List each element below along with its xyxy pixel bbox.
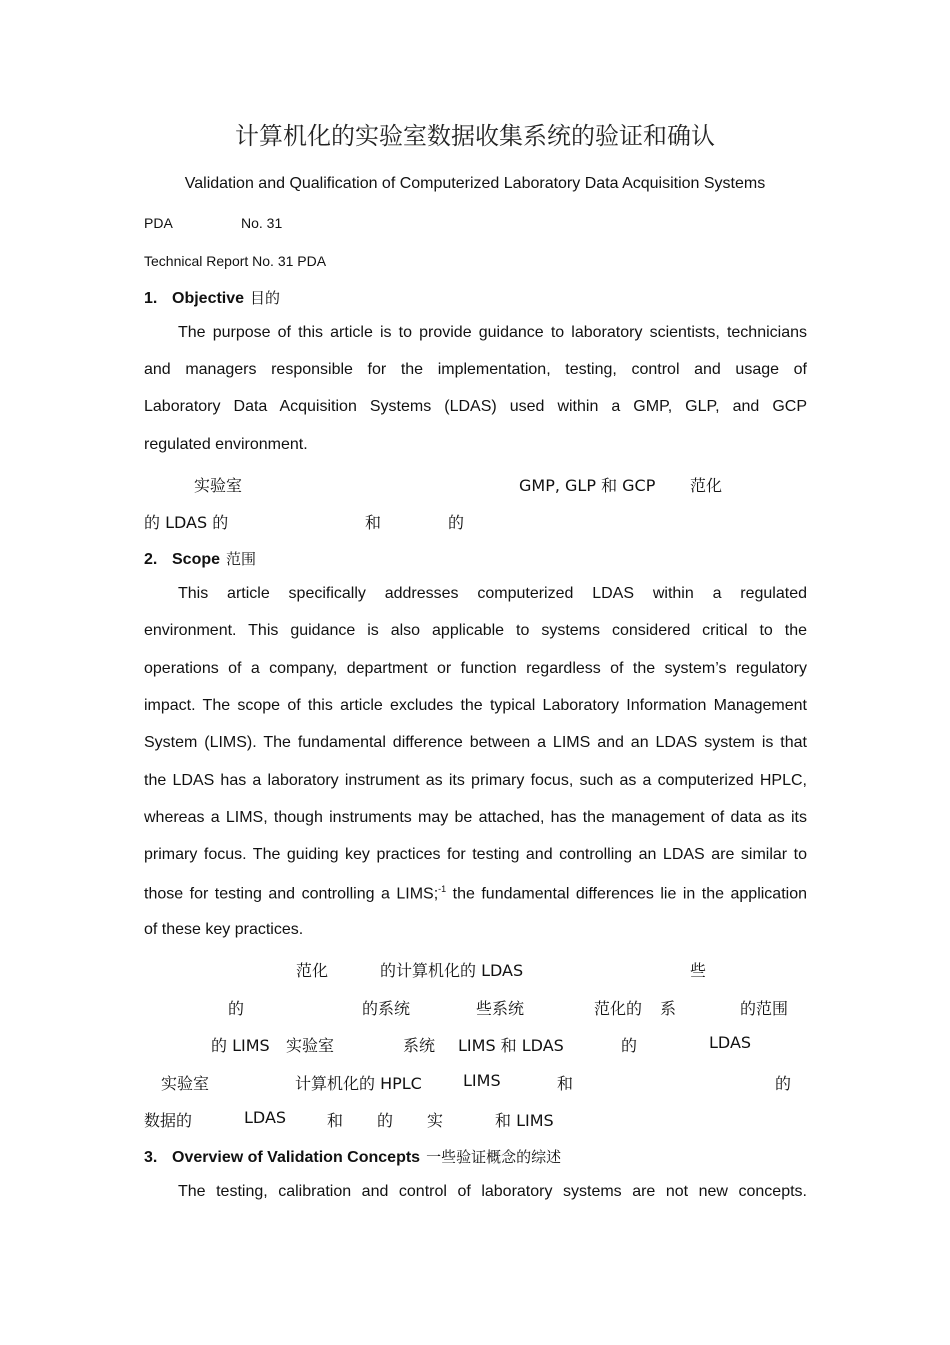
paragraph-line: Laboratory Data Acquisition Systems (LDAS) used within a GMP, GLP, and GCP xyxy=(144,398,807,415)
paragraph-text: those for testing and controlling a LIMS; xyxy=(144,885,439,903)
paragraph-text: the fundamental differences lie in the application xyxy=(446,885,807,903)
paragraph-line: regulated environment. xyxy=(144,436,308,453)
cn-fragment: 和 LIMS xyxy=(495,1111,554,1130)
paragraph-line: and managers responsible for the implementation, testing, control and usage of xyxy=(144,361,807,378)
cn-fragment: LIMS xyxy=(463,1071,501,1090)
paragraph-line: impact. The scope of this article excludes the typical Laboratory Information Management xyxy=(144,697,807,714)
cn-fragment: 的 LIMS xyxy=(211,1036,270,1055)
cn-fragment: 的 xyxy=(228,999,245,1018)
cn-fragment: LIMS 和 LDAS xyxy=(458,1036,564,1055)
paragraph-line: the LDAS has a laboratory instrument as its primary focus, such as a computerized HPLC, xyxy=(144,772,807,789)
cn-fragment: GMP, GLP 和 GCP xyxy=(519,476,656,495)
section-title-cn: 一些验证概念的综述 xyxy=(426,1148,562,1166)
cn-fragment: 数据的 xyxy=(144,1111,193,1130)
document-subtitle: Validation and Qualification of Computerized Laboratory Data Acquisition Systems xyxy=(184,175,766,192)
cn-fragment: 和 xyxy=(557,1074,574,1093)
section-heading-overview xyxy=(144,1146,561,1167)
paragraph-line: whereas a LIMS, though instruments may be attached, has the management of data as its xyxy=(144,809,807,826)
cn-fragment: 和 xyxy=(365,513,382,532)
cn-fragment: 实验室 xyxy=(161,1074,210,1093)
paragraph-line: This article specifically addresses computerized LDAS within a regulated xyxy=(178,585,807,602)
paragraph-line: of these key practices. xyxy=(144,921,304,938)
paragraph-line: operations of a company, department or function regardless of the system’s regulatory xyxy=(144,660,807,677)
paragraph-line xyxy=(144,884,807,903)
section-heading-scope xyxy=(144,548,256,569)
section-title-cn: 目的 xyxy=(250,289,281,307)
section-title: Scope xyxy=(172,551,221,568)
cn-fragment: 范化 xyxy=(690,476,723,495)
cn-fragment: 的范围 xyxy=(740,999,789,1018)
cn-fragment: 的系统 xyxy=(362,999,411,1018)
document-title: 计算机化的实验室数据收集系统的验证和确认 xyxy=(235,122,715,150)
section-number: 2. xyxy=(144,551,158,568)
cn-fragment: 的 xyxy=(621,1036,638,1055)
cn-fragment: 实 xyxy=(427,1111,444,1130)
section-number: 3. xyxy=(144,1149,158,1166)
cn-fragment: 些 xyxy=(690,961,707,980)
cn-fragment: 的 xyxy=(377,1111,394,1130)
cn-fragment: 范化 xyxy=(296,961,329,980)
meta-org: PDA xyxy=(144,215,173,231)
cn-fragment: 系 xyxy=(660,999,677,1018)
paragraph-line: primary focus. The guiding key practices for testing and controlling an LDAS are similar to xyxy=(144,846,807,863)
cn-fragment: 些系统 xyxy=(476,999,525,1018)
paragraph-line: System (LIMS). The fundamental difference between a LIMS and an LDAS system is that xyxy=(144,734,807,751)
meta-report: Technical Report No. 31 PDA xyxy=(144,253,327,269)
cn-fragment: 实验室 xyxy=(286,1036,335,1055)
section-number: 1. xyxy=(144,290,158,307)
section-title-cn: 范围 xyxy=(226,550,257,568)
section-heading-objective xyxy=(144,287,280,308)
cn-fragment: 的 xyxy=(775,1074,792,1093)
cn-fragment: 的 LDAS 的 xyxy=(144,513,229,532)
section-title: Objective xyxy=(172,290,245,307)
paragraph-line: The purpose of this article is to provide guidance to laboratory scientists, technicians xyxy=(178,324,807,341)
cn-fragment: 实验室 xyxy=(194,476,243,495)
cn-fragment: LDAS xyxy=(244,1108,287,1127)
cn-fragment: 的 xyxy=(448,513,465,532)
section-title: Overview of Validation Concepts xyxy=(172,1149,421,1166)
cn-fragment: LDAS xyxy=(709,1033,752,1052)
cn-fragment: 计算机化的 HPLC xyxy=(295,1074,422,1093)
cn-fragment: 的计算机化的 LDAS xyxy=(380,961,524,980)
meta-number: No. 31 xyxy=(241,215,283,231)
footnote-marker: -1 xyxy=(438,884,447,894)
cn-fragment: 系统 xyxy=(403,1036,436,1055)
cn-fragment: 范化的 xyxy=(594,999,643,1018)
paragraph-line: environment. This guidance is also applicable to systems considered critical to the xyxy=(144,622,807,639)
paragraph-line: The testing, calibration and control of laboratory systems are not new concepts. xyxy=(178,1183,807,1200)
cn-fragment: 和 xyxy=(327,1111,344,1130)
